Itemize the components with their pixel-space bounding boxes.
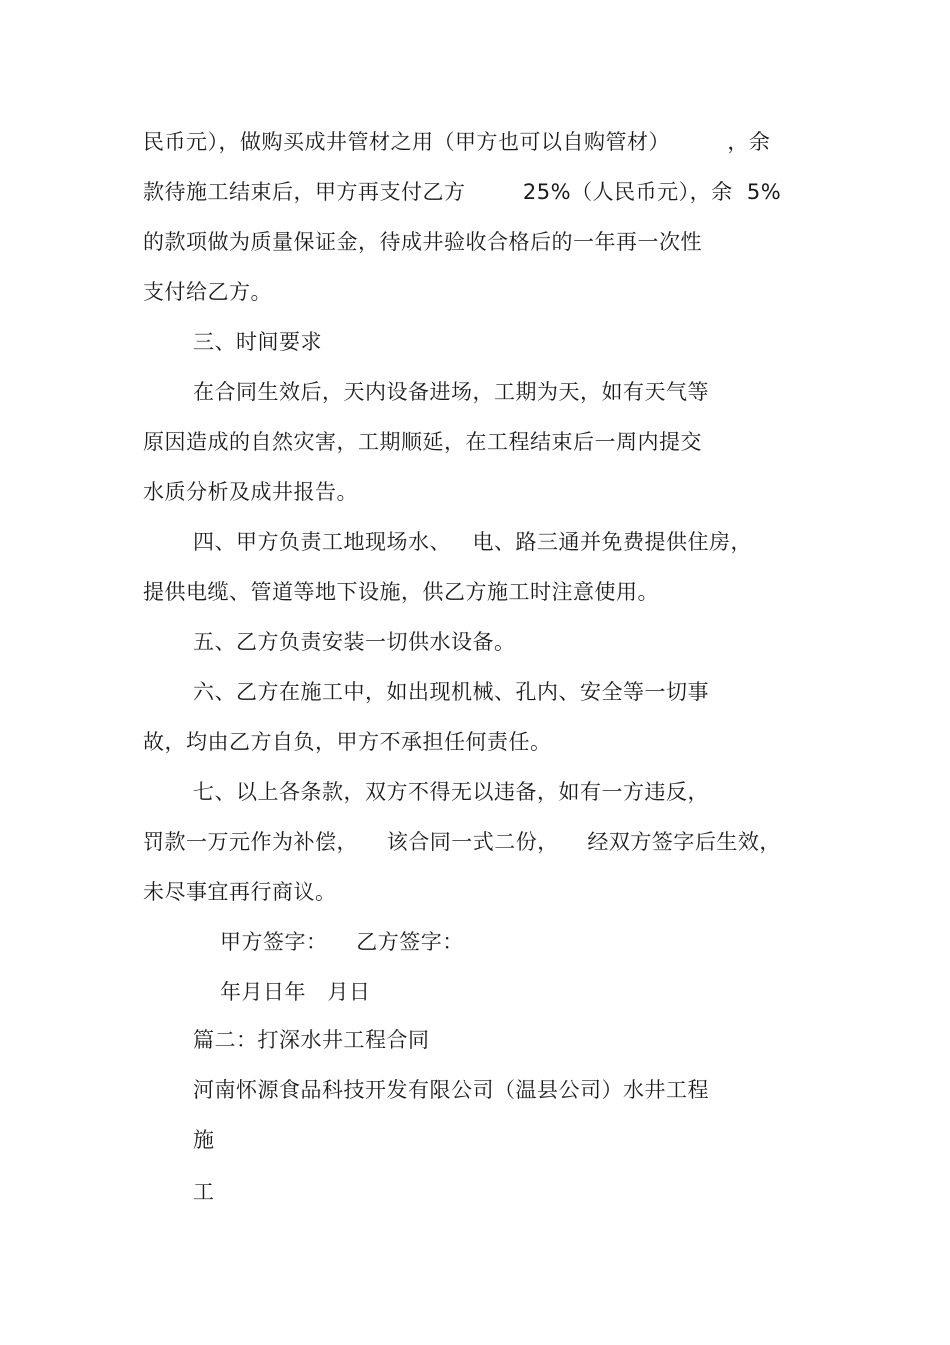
text-line: 的款项做为质量保证金，待成井验收合格后的一年再一次性 xyxy=(143,230,702,254)
text-line: 施 xyxy=(193,1128,215,1152)
text-line: 支付给乙方。 xyxy=(143,280,272,304)
text-line: 款待施工结束后，甲方再支付乙方 25%（人民币元），余 5% xyxy=(143,180,782,204)
text-line: 水质分析及成井报告。 xyxy=(143,480,358,504)
text-line: 未尽事宜再行商议。 xyxy=(143,880,337,904)
text-line: 四、甲方负责工地现场水、 电、路三通并免费提供住房， xyxy=(193,530,753,554)
text-line: 民币元），做购买成井管材之用（甲方也可以自购管材） ，余 xyxy=(143,130,771,154)
text-line: 提供电缆、管道等地下设施，供乙方施工时注意使用。 xyxy=(143,580,659,604)
text-line: 故，均由乙方自负，甲方不承担任何责任。 xyxy=(143,730,552,754)
text-line: 在合同生效后，天内设备进场，工期为天，如有天气等 xyxy=(193,380,709,404)
text-line: 六、乙方在施工中，如出现机械、孔内、安全等一切事 xyxy=(193,680,709,704)
text-line: 河南怀源食品科技开发有限公司（温县公司）水井工程 xyxy=(193,1078,709,1102)
text-line: 五、乙方负责安装一切供水设备。 xyxy=(193,630,516,654)
signature-line: 甲方签字： 乙方签字： xyxy=(220,930,464,954)
text-line: 罚款一万元作为补偿， 该合同一式二份， 经双方签字后生效， xyxy=(143,830,781,854)
text-line: 七、以上各条款，双方不得无以违备，如有一方违反， xyxy=(193,780,709,804)
date-line: 年月日年 月日 xyxy=(220,980,371,1004)
section-heading: 三、时间要求 xyxy=(193,330,322,354)
chapter-title: 篇二：打深水井工程合同 xyxy=(193,1028,430,1052)
text-line: 工 xyxy=(193,1180,215,1204)
text-line: 原因造成的自然灾害，工期顺延，在工程结束后一周内提交 xyxy=(143,430,702,454)
